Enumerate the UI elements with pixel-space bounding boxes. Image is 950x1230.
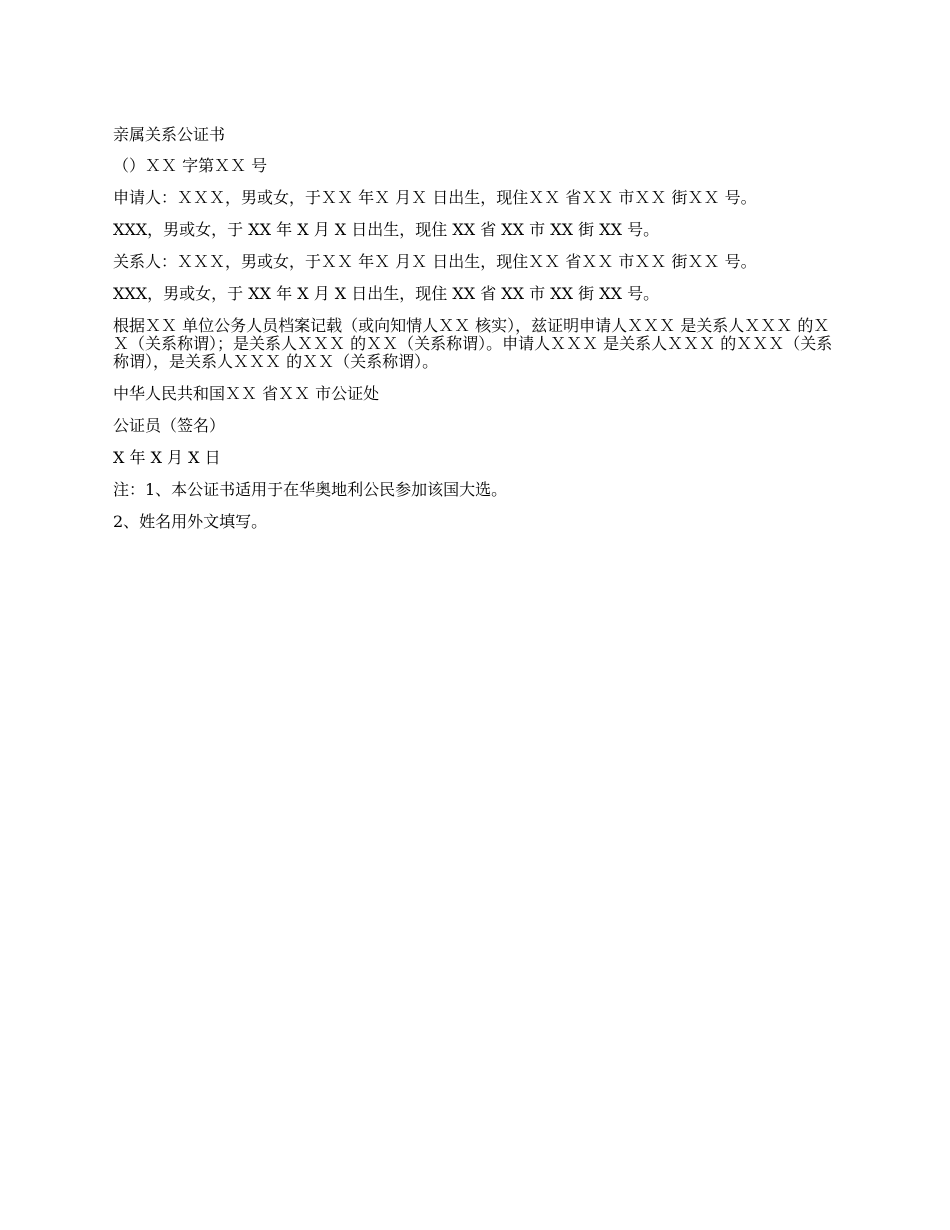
document-title: 亲属关系公证书 — [113, 125, 226, 144]
relative-alt-line: XXX，男或女，于 XX 年 X 月 X 日出生，现住 XX 省 XX 市 XX 街 XX 号。 — [113, 284, 660, 303]
document-body — [113, 126, 835, 531]
applicant-alt-line: XXX，男或女，于 XX 年 X 月 X 日出生，现住 XX 省 XX 市 XX 街 XX 号。 — [113, 220, 660, 239]
note-line-2: 2、姓名用外文填写。 — [113, 512, 268, 531]
issuing-office: 中华人民共和国ＸＸ 省ＸＸ 市公证处 — [113, 384, 380, 403]
note-line-1: 注：1、本公证书适用于在华奥地利公民参加该国大选。 — [113, 480, 508, 499]
document-number: （）ＸＸ 字第ＸＸ 号 — [113, 156, 268, 175]
issue-date: X 年 X 月 X 日 — [113, 448, 221, 467]
certification-paragraph: 根据ＸＸ 单位公务人员档案记载（或向知情人ＸＸ 核实），兹证明申请人ＸＸＸ 是关系人ＸＸＸ 的ＸＸ（关系称谓）；是关系人ＸＸＸ 的ＸＸ（关系称谓）。申请人ＸＸＸ 是关系人ＸＸＸ 的ＸＸＸ（关系称谓），是关系人ＸＸＸ 的ＸＸ（关系称谓）。 — [113, 316, 833, 371]
notary-signature-label: 公证员（签名） — [113, 416, 226, 435]
applicant-line: 申请人：ＸＸＸ，男或女，于ＸＸ 年Ｘ 月Ｘ 日出生，现住ＸＸ 省ＸＸ 市ＸＸ 街ＸＸ 号。 — [113, 188, 757, 207]
relative-line: 关系人：ＸＸＸ，男或女，于ＸＸ 年Ｘ 月Ｘ 日出生，现住ＸＸ 省ＸＸ 市ＸＸ 街ＸＸ 号。 — [113, 252, 757, 271]
